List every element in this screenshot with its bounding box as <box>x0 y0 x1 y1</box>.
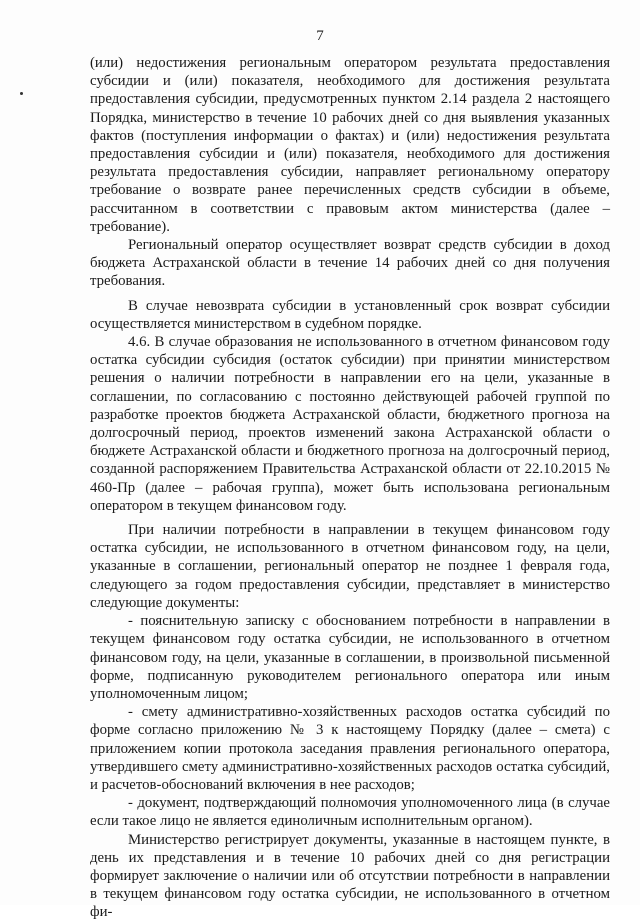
list-item-explanatory-note: - пояснительную записку с обоснованием потребности в направлении в текущем финансовом году остатка субсидии, не использованного в отчетном финансовом году, на цели, указанные в соглашении, в произвольной письменной форме, подписанную руководителем регионального оператора или иным уполномоченным лицом; <box>90 613 610 702</box>
paragraph-court-procedure: В случае невозврата субсидии в установленный срок возврат субсидии осуществляется министерством в судебном порядке. <box>90 297 610 332</box>
page-body <box>90 54 610 922</box>
paragraph-4-6: 4.6. В случае образования не использованного в отчетном финансовом году остатка субсидии субсидия (остаток субсидии) при принятии министерством решения о наличии потребности в направлении его на цели, указанные в соглашении, по согласованию с постоянно действующей рабочей группой по разработке проектов бюджета Астраханской области, бюджетного прогноза на долгосрочный период, проектов изменений закона Астраханской области о бюджете Астраханской области и бюджетного прогноза на долгосрочный период, созданной распоряжением Правительства Астраханской области от 22.10.2015 № 460-Пр (далее – рабочая группа), может быть использована региональным оператором в текущем финансовом году. <box>90 334 610 514</box>
paragraph-return-funds: Региональный оператор осуществляет возврат средств субсидии в доход бюджета Астраханской области в течение 14 рабочих дней со дня получения требования. <box>90 237 610 290</box>
list-item-estimate: - смету административно-хозяйственных расходов остатка субсидий по форме согласно приложению № 3 к настоящему Порядку (далее – смета) с приложением копии протокола заседания правления регионального оператора, утвердившего смету административно-хозяйственных расходов остатка субсидий, и расчетов-обоснований включения в нее расходов; <box>90 704 610 793</box>
paragraph-registration: Министерство регистрирует документы, указанные в настоящем пункте, в день их представления и в течение 10 рабочих дней со дня регистрации формирует заключение о наличии или об отсутствии потребности в направлении в текущем финансовом году остатка субсидии, не использованного в отчетном фи- <box>90 831 610 921</box>
list-item-authority-document: - документ, подтверждающий полномочия уполномоченного лица (в случае если такое лицо не является единоличным исполнительным органом). <box>90 795 610 830</box>
page-number: 7 <box>316 28 324 44</box>
scan-speck <box>20 92 23 95</box>
paragraph-documents-intro: При наличии потребности в направлении в текущем финансовом году остатка субсидии, не использованного в отчетном финансовом году, на цели, указанные в соглашении, региональный оператор не позднее 1 февраля года, следующего за годом предоставления субсидии, представляет в министерство следующие документы: <box>90 522 610 611</box>
paragraph-continuation: (или) недостижения региональным оператором результата предоставления субсидии и (или) показателя, необходимого для достижения результата предоставления субсидии, предусмотренных пунктом 2.14 раздела 2 настоящего Порядка, министерство в течение 10 рабочих дней со дня выявления указанных фактов (поступления информации о фактах) и (или) недостижения результата предоставления субсидии и (или) показателя, необходимого для достижения результата предоставления субсидии, направляет региональному оператору требование о возврате ранее перечисленных средств субсидии в объеме, рассчитанном в соответствии с правовым актом министерства (далее – требование). <box>90 55 610 235</box>
